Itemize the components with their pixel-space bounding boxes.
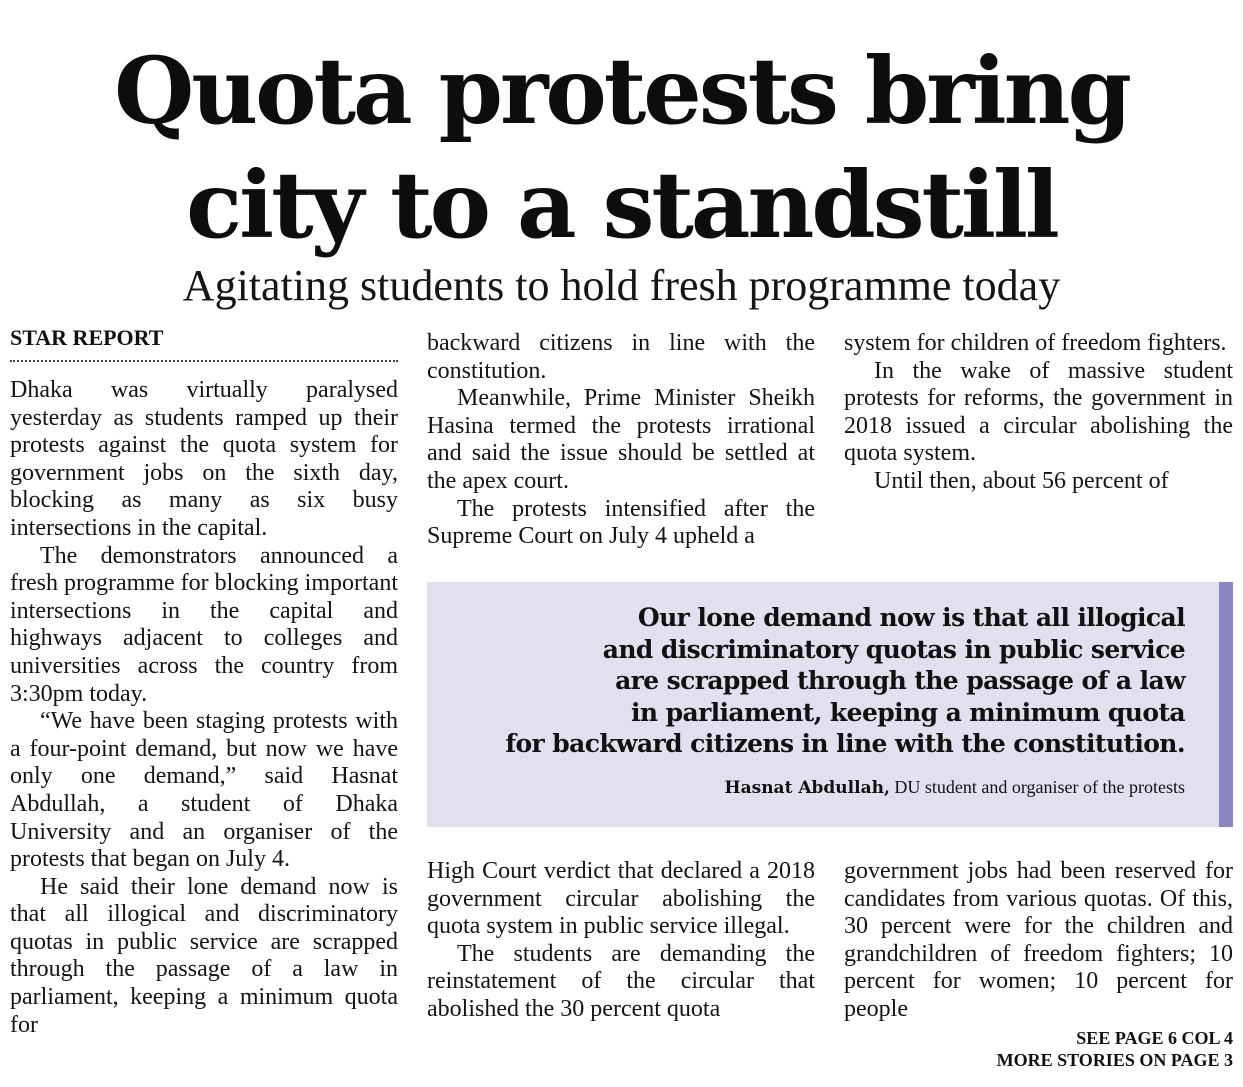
article-column-3-bottom bbox=[844, 858, 1233, 1026]
pull-quote-line: Our lone demand now is that all illogical bbox=[637, 603, 1185, 632]
paragraph: The students are demanding the reinstatement of the circular that abolished the 30 percent quota bbox=[427, 940, 815, 1022]
pull-quote-accent-bar bbox=[1219, 582, 1233, 827]
paragraph: Until then, about 56 percent of bbox=[874, 467, 1169, 494]
paragraph: The demonstrators announced a fresh programme for blocking important intersections in the capital and highways adjacent to colleges and universities across the country from 3:30pm today. bbox=[10, 542, 398, 707]
pull-quote bbox=[455, 602, 1185, 760]
pull-quote-attribution bbox=[485, 776, 1185, 799]
paragraph: In the wake of massive student protests for reforms, the government in 2018 issued a circular abolishing the quota system. bbox=[844, 357, 1233, 467]
jump-line-more-stories: MORE STORIES ON PAGE 3 bbox=[996, 1050, 1233, 1070]
paragraph: “We have been staging protests with a four-point demand, but now we have only one demand,” said Hasnat Abdullah, a student of Dhaka University and an organiser of the protests that began on July 4. bbox=[10, 708, 398, 873]
pull-quote-line: and discriminatory quotas in public service bbox=[602, 634, 1185, 664]
headline-line-2: city to a standstill bbox=[186, 151, 1057, 259]
paragraph: Dhaka was virtually paralysed yesterday as students ramped up their protests against the quota system for government jobs on the sixth day, blocking as many as six busy intersections in the capital. bbox=[10, 377, 398, 541]
pull-quote-line: for backward citizens in line with the constitution. bbox=[505, 729, 1185, 758]
paragraph: The protests intensified after the Supreme Court on July 4 upheld a bbox=[427, 495, 815, 550]
paragraph: government jobs had been reserved for candidates from various quotas. Of this, 30 percent were for the children and grandchildren of freedom fighters; 10 percent for women; 10 percent for people bbox=[844, 858, 1233, 1022]
jump-line-see-page: SEE PAGE 6 COL 4 bbox=[1076, 1028, 1233, 1048]
attribution-name: Hasnat Abdullah, bbox=[724, 778, 890, 798]
paragraph: He said their lone demand now is that all illogical and discriminatory quotas in public service are scrapped through the passage of a law in parliament, keeping a minimum quota for bbox=[10, 873, 398, 1038]
byline-divider bbox=[10, 360, 398, 362]
byline: STAR REPORT bbox=[10, 325, 164, 350]
article-column-2-top bbox=[427, 330, 815, 552]
subheadline: Agitating students to hold fresh programme today bbox=[182, 261, 1061, 310]
paragraph: Meanwhile, Prime Minister Sheikh Hasina termed the protests irrational and said the issue should be settled at the apex court. bbox=[427, 385, 815, 494]
headline-line-1: Quota protests bring bbox=[114, 37, 1129, 145]
paragraph: High Court verdict that declared a 2018 government circular abolishing the quota system in public service illegal. bbox=[427, 858, 815, 940]
pull-quote-line: in parliament, keeping a minimum quota bbox=[631, 697, 1185, 727]
article-column-3-top bbox=[844, 330, 1233, 552]
paragraph: backward citizens in line with the constitution. bbox=[427, 330, 815, 384]
headline bbox=[0, 34, 1243, 262]
article-column-1 bbox=[10, 377, 398, 1079]
article-column-2-bottom bbox=[427, 858, 815, 1058]
pull-quote-line: are scrapped through the passage of a law bbox=[615, 666, 1185, 695]
paragraph: system for children of freedom fighters. bbox=[844, 330, 1227, 356]
pull-quote-box bbox=[427, 582, 1233, 827]
attribution-role: DU student and organiser of the protests bbox=[889, 777, 1185, 797]
